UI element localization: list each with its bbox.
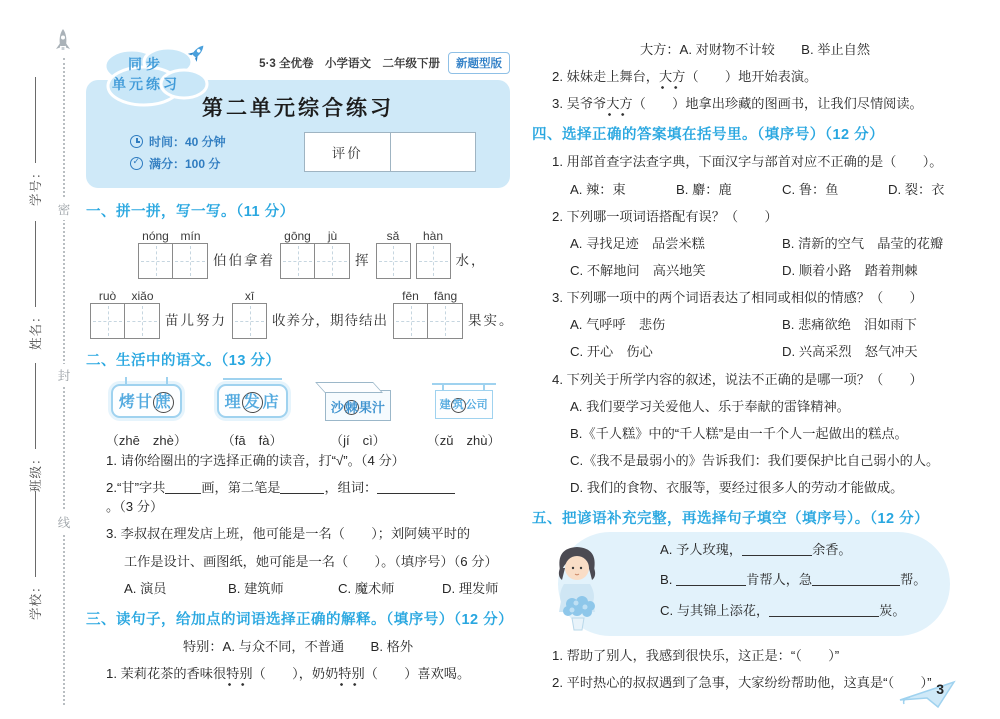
- s5-question-2: 2. 平时热心的叔叔遇到了急事，大家纷纷帮助他，这真是“（ ）”: [552, 675, 932, 691]
- cloud-text-line2: 单元练习: [112, 76, 180, 92]
- s4-question-2-options-cd: C. 不解地问 高兴地笑 D. 顺着小路 踏着荆棘: [570, 262, 918, 278]
- paper-plane-icon: [898, 679, 962, 711]
- seal-char-feng: 封: [54, 364, 74, 386]
- s2-question-3-line1: 3. 李叔叔在理发店上班，他可能是一名（ ）；刘阿姨平时的: [106, 526, 471, 542]
- check-circle-icon: [130, 157, 143, 170]
- dotted-word: 特别: [226, 664, 252, 683]
- s4-question-3: 3. 下列哪一项中的两个词语表达了相同或相似的情感？（ ）: [552, 290, 923, 306]
- seal-char-mi: 密: [54, 198, 74, 220]
- page-number-badge: [898, 679, 962, 711]
- s4-question-1: 1. 用部首查字法查字典，下面汉字与部首对应不正确的是（ ）。: [552, 154, 943, 170]
- answer-blank: [280, 480, 324, 494]
- s4-question-4-option-a: A. 我们要学习关爱他人、乐于奉献的雷锋精神。: [570, 398, 850, 414]
- answer-blank: [812, 572, 900, 586]
- rocket-icon: [51, 28, 75, 58]
- s3-question-2: 2. 妹妹走上舞台，大方（ ）地开始表演。: [552, 67, 978, 86]
- s3-definition-dafang: 大方：A. 对财物不计较 B. 举止自然: [639, 42, 871, 57]
- circled-char: 蔗: [154, 394, 172, 411]
- s3-definition-tebie: 特别：A. 与众不同，不普通 B. 格外: [182, 638, 414, 654]
- dotted-word: 大方: [659, 67, 685, 86]
- section3-heading: 三、读句子，给加点的词语选择正确的解释。（填序号）（12 分）: [86, 611, 514, 628]
- shop-signs: [100, 378, 510, 449]
- s4-question-2-options-ab: A. 寻找足迹 品尝米糕 B. 清新的空气 晶莹的花瓣: [570, 235, 944, 251]
- time-limit: 时间：40 分钟: [130, 133, 226, 150]
- sign-construction-company: 建 筑 公司 （zǔ zhù）: [417, 378, 510, 449]
- circled-char: 棘: [344, 399, 358, 415]
- sign-barbershop: 理 发 店 （fā fà）: [206, 378, 299, 449]
- s4-question-4-option-b: B.《千人糕》中的“千人糕”是由一千个人一起做出的糕点。: [570, 425, 908, 441]
- school-blank: [35, 491, 36, 577]
- margin-school: 学校：: [26, 491, 44, 620]
- header: [86, 46, 510, 188]
- cloud-badge: [94, 40, 216, 116]
- answer-blank: [377, 480, 455, 494]
- pinyin-write-row-2: ruò xiǎo 苗儿努力 xī 收养分，期待结出 fēn fāng 果实。: [90, 289, 510, 339]
- series-meta: 5·3 全优卷 小学语文 二年级下册: [259, 58, 440, 70]
- s4-question-4: 4. 下列关于所学内容的叙述，说法不正确的是哪一项？（ ）: [552, 371, 923, 387]
- proverb-b: B. 肯帮人，急 帮。: [660, 572, 927, 588]
- s3-question-1: 1. 茉莉花茶的香味很特别（ ），奶奶特别（ ）喜欢喝。: [106, 664, 510, 683]
- answer-blank: [769, 603, 879, 617]
- sign-juice-box: 沙棘果汁 （jí cì）: [312, 378, 405, 449]
- cloud-text-line1: 同步: [128, 56, 164, 72]
- s4-question-1-options: A. 辣：束 B. 麝：鹿 C. 鲁：鱼 D. 裂：衣: [570, 181, 945, 197]
- margin-class: 班级：: [26, 363, 44, 492]
- s3-question-3: 3. 吴爷爷大方（ ）地拿出珍藏的图画书，让我们尽情阅读。: [552, 94, 978, 113]
- section1-heading: 一、拼一拼，写一写。（11 分）: [86, 204, 295, 220]
- evaluation-box: [304, 132, 476, 172]
- write-box-xi: xī: [232, 289, 267, 339]
- write-box-fenfang: fēn fāng: [393, 289, 463, 339]
- write-box-nongmin: nóng mín: [138, 229, 208, 279]
- evaluation-blank-cell: [391, 133, 476, 171]
- pinyin-choice: （fā fà）: [221, 433, 283, 448]
- page-title: 第二单元综合练习: [202, 97, 394, 120]
- s4-question-4-option-c: C.《我不是最弱小的》告诉我们：我们要保护比自己弱小的人。: [570, 452, 940, 468]
- pinyin-write-row-1: nóng mín 伯伯拿着 gōng jù 挥 sǎ hàn 水，: [138, 229, 510, 279]
- pinyin-choice: （jí cì）: [330, 433, 386, 448]
- answer-blank: [676, 572, 746, 586]
- proverb-a: A. 予人玫瑰， 余香。: [660, 542, 852, 558]
- s5-question-1: 1. 帮助了别人，我感到很快乐，这正是：“（ ）”: [552, 648, 840, 664]
- s2-question-3-line2: 工作是设计、画图纸，她可能是一名（ ）。（填序号）（6 分）: [124, 553, 498, 569]
- answer-blank: [742, 542, 812, 556]
- write-box-han: hàn: [416, 229, 451, 279]
- student-id-blank: [35, 77, 36, 163]
- dotted-word: 特别: [338, 664, 364, 683]
- section2-heading: 二、生活中的语文。（13 分）: [86, 353, 281, 369]
- circled-char: 发: [243, 394, 261, 411]
- pinyin-choice: （zǔ zhù）: [426, 433, 501, 448]
- seal-char-xian: 线: [54, 511, 74, 533]
- answer-blank: [165, 480, 201, 494]
- girl-with-flowers-illustration: [542, 542, 612, 638]
- page-number: 3: [936, 681, 944, 697]
- write-box-gongju: gōng jù: [280, 229, 350, 279]
- margin-student-id: 学号：: [26, 77, 44, 206]
- s4-question-2: 2. 下列哪一项词语搭配有误？（ ）: [552, 208, 778, 224]
- edition-badge: 新题型版: [448, 52, 510, 74]
- s4-question-3-options-cd: C. 开心 伤心 D. 兴高采烈 怒气冲天: [570, 344, 918, 360]
- proverb-block: [532, 536, 978, 640]
- write-box-ruoxiao: ruò xiǎo: [90, 289, 160, 339]
- section5-heading: 五、把谚语补充完整，再选择句子填空（填序号）。（12 分）: [532, 511, 930, 528]
- proverb-c: C. 与其锦上添花， 炭。: [660, 602, 906, 618]
- dotted-word: 大方: [606, 94, 632, 113]
- section4-heading: 四、选择正确的答案填在括号里。（填序号）（12 分）: [532, 127, 885, 144]
- s2-question-3-options: A. 演员 B. 建筑师 C. 魔术师 D. 理发师: [124, 580, 499, 596]
- class-blank: [35, 363, 36, 449]
- pinyin-choice: （zhē zhè）: [105, 433, 187, 448]
- s4-question-3-options-ab: A. 气呼呼 悲伤 B. 悲痛欲绝 泪如雨下: [570, 317, 917, 333]
- full-score: ✓ 满分：100 分: [130, 155, 226, 172]
- s4-question-4-option-d: D. 我们的食物、衣服等，要经过很多人的劳动才能做成。: [570, 480, 904, 496]
- clock-icon: [130, 135, 143, 148]
- s2-question-1: 1. 请你给圈出的字选择正确的读音，打“√”。（4 分）: [106, 453, 405, 468]
- s2-question-2: 2.“甘”字共 画，第二笔是 ，组词：。（3 分）: [106, 478, 510, 516]
- sign-roast-sugarcane: 烤甘 蔗 （zhē zhè）: [100, 378, 193, 449]
- evaluation-label: 评价: [305, 133, 391, 171]
- circled-char: 筑: [452, 398, 464, 411]
- name-blank: [35, 221, 36, 307]
- write-box-sa: sǎ: [376, 229, 411, 279]
- margin-name: 姓名：: [26, 221, 44, 350]
